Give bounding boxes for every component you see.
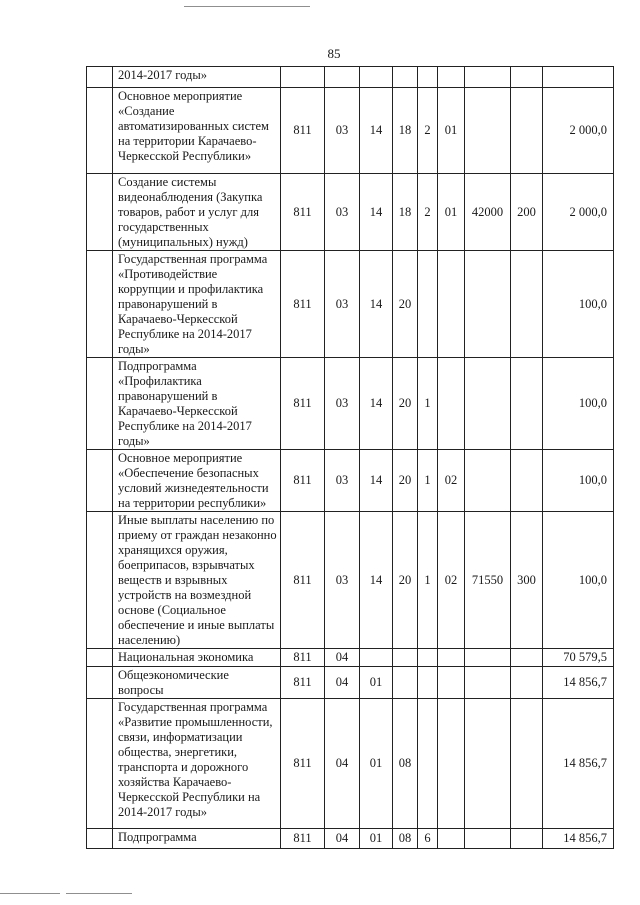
code-cell-c3: 01 (360, 667, 393, 699)
code-cell-c3: 14 (360, 251, 393, 358)
code-cell-c8: 200 (511, 174, 543, 251)
row-name-cell: Создание системы видеонаблюдения (Закупка товаров, работ и услуг для государственных (муниципальных) нужд) (113, 174, 281, 251)
page-number: 85 (327, 46, 341, 61)
code-cell-c1: 811 (281, 699, 325, 829)
code-cell-c5 (418, 67, 438, 88)
code-cell-c3: 14 (360, 450, 393, 512)
row-name-cell: Национальная экономика (113, 649, 281, 667)
row-name-cell: Иные выплаты населению по приему от граждан незаконно хранящихся оружия, боеприпасов, взрывчатых веществ и взрывных устройств на возмездной основе (Социальное обеспечение и иные выплаты населению) (113, 512, 281, 649)
code-cell-c7 (465, 829, 511, 849)
code-cell-c4: 20 (393, 512, 418, 649)
code-cell-c4: 08 (393, 699, 418, 829)
code-cell-c8: 300 (511, 512, 543, 649)
code-cell-c4 (393, 667, 418, 699)
row-name-cell: Общеэкономические вопросы (113, 667, 281, 699)
row-index-cell (87, 174, 113, 251)
row-index-cell (87, 512, 113, 649)
code-cell-c1: 811 (281, 450, 325, 512)
row-sum-cell: 2 000,0 (543, 88, 614, 174)
code-cell-c7: 71550 (465, 512, 511, 649)
code-cell-c3 (360, 67, 393, 88)
code-cell-c2: 04 (325, 667, 360, 699)
code-cell-c8 (511, 829, 543, 849)
code-cell-c5: 6 (418, 829, 438, 849)
code-cell-c6 (438, 67, 465, 88)
row-sum-cell: 100,0 (543, 251, 614, 358)
row-sum-cell (543, 67, 614, 88)
code-cell-c7 (465, 67, 511, 88)
code-cell-c4: 20 (393, 450, 418, 512)
code-cell-c1: 811 (281, 88, 325, 174)
code-cell-c2: 03 (325, 450, 360, 512)
code-cell-c1 (281, 67, 325, 88)
code-cell-c3: 14 (360, 358, 393, 450)
code-cell-c4: 08 (393, 829, 418, 849)
code-cell-c2: 04 (325, 829, 360, 849)
row-index-cell (87, 699, 113, 829)
table-row (87, 667, 614, 699)
row-index-cell (87, 67, 113, 88)
table-row (87, 699, 614, 829)
table-row (87, 358, 614, 450)
row-sum-cell: 100,0 (543, 450, 614, 512)
table-row (87, 512, 614, 649)
code-cell-c8 (511, 699, 543, 829)
code-cell-c2 (325, 67, 360, 88)
code-cell-c2: 03 (325, 358, 360, 450)
scan-artifact-line (0, 893, 60, 894)
code-cell-c7 (465, 667, 511, 699)
table-row (87, 174, 614, 251)
code-cell-c6: 01 (438, 88, 465, 174)
code-cell-c1: 811 (281, 829, 325, 849)
scan-artifact-line (66, 893, 132, 894)
code-cell-c5 (418, 649, 438, 667)
code-cell-c4: 20 (393, 251, 418, 358)
code-cell-c3: 01 (360, 829, 393, 849)
table-row (87, 251, 614, 358)
code-cell-c5 (418, 251, 438, 358)
table-row (87, 67, 614, 88)
table-row (87, 829, 614, 849)
row-index-cell (87, 88, 113, 174)
code-cell-c8 (511, 88, 543, 174)
code-cell-c8 (511, 251, 543, 358)
code-cell-c7 (465, 88, 511, 174)
code-cell-c5: 2 (418, 88, 438, 174)
row-index-cell (87, 829, 113, 849)
code-cell-c6 (438, 699, 465, 829)
row-sum-cell: 14 856,7 (543, 829, 614, 849)
row-sum-cell: 14 856,7 (543, 667, 614, 699)
code-cell-c2: 03 (325, 174, 360, 251)
code-cell-c6 (438, 667, 465, 699)
row-sum-cell: 100,0 (543, 512, 614, 649)
row-index-cell (87, 251, 113, 358)
code-cell-c7 (465, 358, 511, 450)
code-cell-c2: 04 (325, 699, 360, 829)
table-row (87, 450, 614, 512)
code-cell-c5 (418, 699, 438, 829)
code-cell-c8 (511, 67, 543, 88)
row-name-cell: Подпрограмма «Профилактика правонарушений в Карачаево-Черкесской Республике на 2014-2017 годы» (113, 358, 281, 450)
code-cell-c3: 14 (360, 512, 393, 649)
scan-artifact-line (184, 6, 310, 7)
table-row (87, 649, 614, 667)
row-name-cell: Государственная программа «Противодействие коррупции и профилактика правонарушений в Карачаево-Черкесской Республике на 2014-2017 годы» (113, 251, 281, 358)
row-index-cell (87, 649, 113, 667)
code-cell-c4: 20 (393, 358, 418, 450)
code-cell-c3: 01 (360, 699, 393, 829)
code-cell-c5: 1 (418, 450, 438, 512)
code-cell-c4 (393, 649, 418, 667)
code-cell-c5: 1 (418, 512, 438, 649)
code-cell-c5: 2 (418, 174, 438, 251)
code-cell-c6: 02 (438, 512, 465, 649)
code-cell-c3: 14 (360, 174, 393, 251)
code-cell-c6 (438, 649, 465, 667)
code-cell-c6 (438, 358, 465, 450)
code-cell-c8 (511, 358, 543, 450)
row-sum-cell: 70 579,5 (543, 649, 614, 667)
row-index-cell (87, 358, 113, 450)
row-sum-cell: 14 856,7 (543, 699, 614, 829)
code-cell-c1: 811 (281, 667, 325, 699)
table-row (87, 88, 614, 174)
code-cell-c7 (465, 450, 511, 512)
row-sum-cell: 100,0 (543, 358, 614, 450)
code-cell-c3 (360, 649, 393, 667)
code-cell-c2: 04 (325, 649, 360, 667)
code-cell-c1: 811 (281, 174, 325, 251)
code-cell-c6 (438, 829, 465, 849)
code-cell-c2: 03 (325, 88, 360, 174)
code-cell-c5: 1 (418, 358, 438, 450)
row-name-cell: Государственная программа «Развитие промышленности, связи, информатизации общества, энергетики, транспорта и дорожного хозяйства Карачаево-Черкесской Республики на 2014-2017 годы» (113, 699, 281, 829)
code-cell-c4: 18 (393, 88, 418, 174)
code-cell-c3: 14 (360, 88, 393, 174)
code-cell-c8 (511, 649, 543, 667)
code-cell-c6: 02 (438, 450, 465, 512)
row-name-cell: Подпрограмма (113, 829, 281, 849)
code-cell-c8 (511, 667, 543, 699)
row-index-cell (87, 450, 113, 512)
code-cell-c7 (465, 251, 511, 358)
code-cell-c7: 42000 (465, 174, 511, 251)
row-name-cell: 2014-2017 годы» (113, 67, 281, 88)
code-cell-c1: 811 (281, 251, 325, 358)
code-cell-c1: 811 (281, 358, 325, 450)
code-cell-c2: 03 (325, 251, 360, 358)
code-cell-c2: 03 (325, 512, 360, 649)
budget-table (86, 66, 614, 849)
code-cell-c1: 811 (281, 649, 325, 667)
row-sum-cell: 2 000,0 (543, 174, 614, 251)
code-cell-c1: 811 (281, 512, 325, 649)
code-cell-c4 (393, 67, 418, 88)
code-cell-c5 (418, 667, 438, 699)
code-cell-c7 (465, 649, 511, 667)
code-cell-c4: 18 (393, 174, 418, 251)
row-name-cell: Основное мероприятие «Создание автоматизированных систем на территории Карачаево-Черкесской Республики» (113, 88, 281, 174)
code-cell-c6: 01 (438, 174, 465, 251)
row-name-cell: Основное мероприятие «Обеспечение безопасных условий жизнедеятельности на территории республики» (113, 450, 281, 512)
row-index-cell (87, 667, 113, 699)
code-cell-c7 (465, 699, 511, 829)
code-cell-c8 (511, 450, 543, 512)
code-cell-c6 (438, 251, 465, 358)
